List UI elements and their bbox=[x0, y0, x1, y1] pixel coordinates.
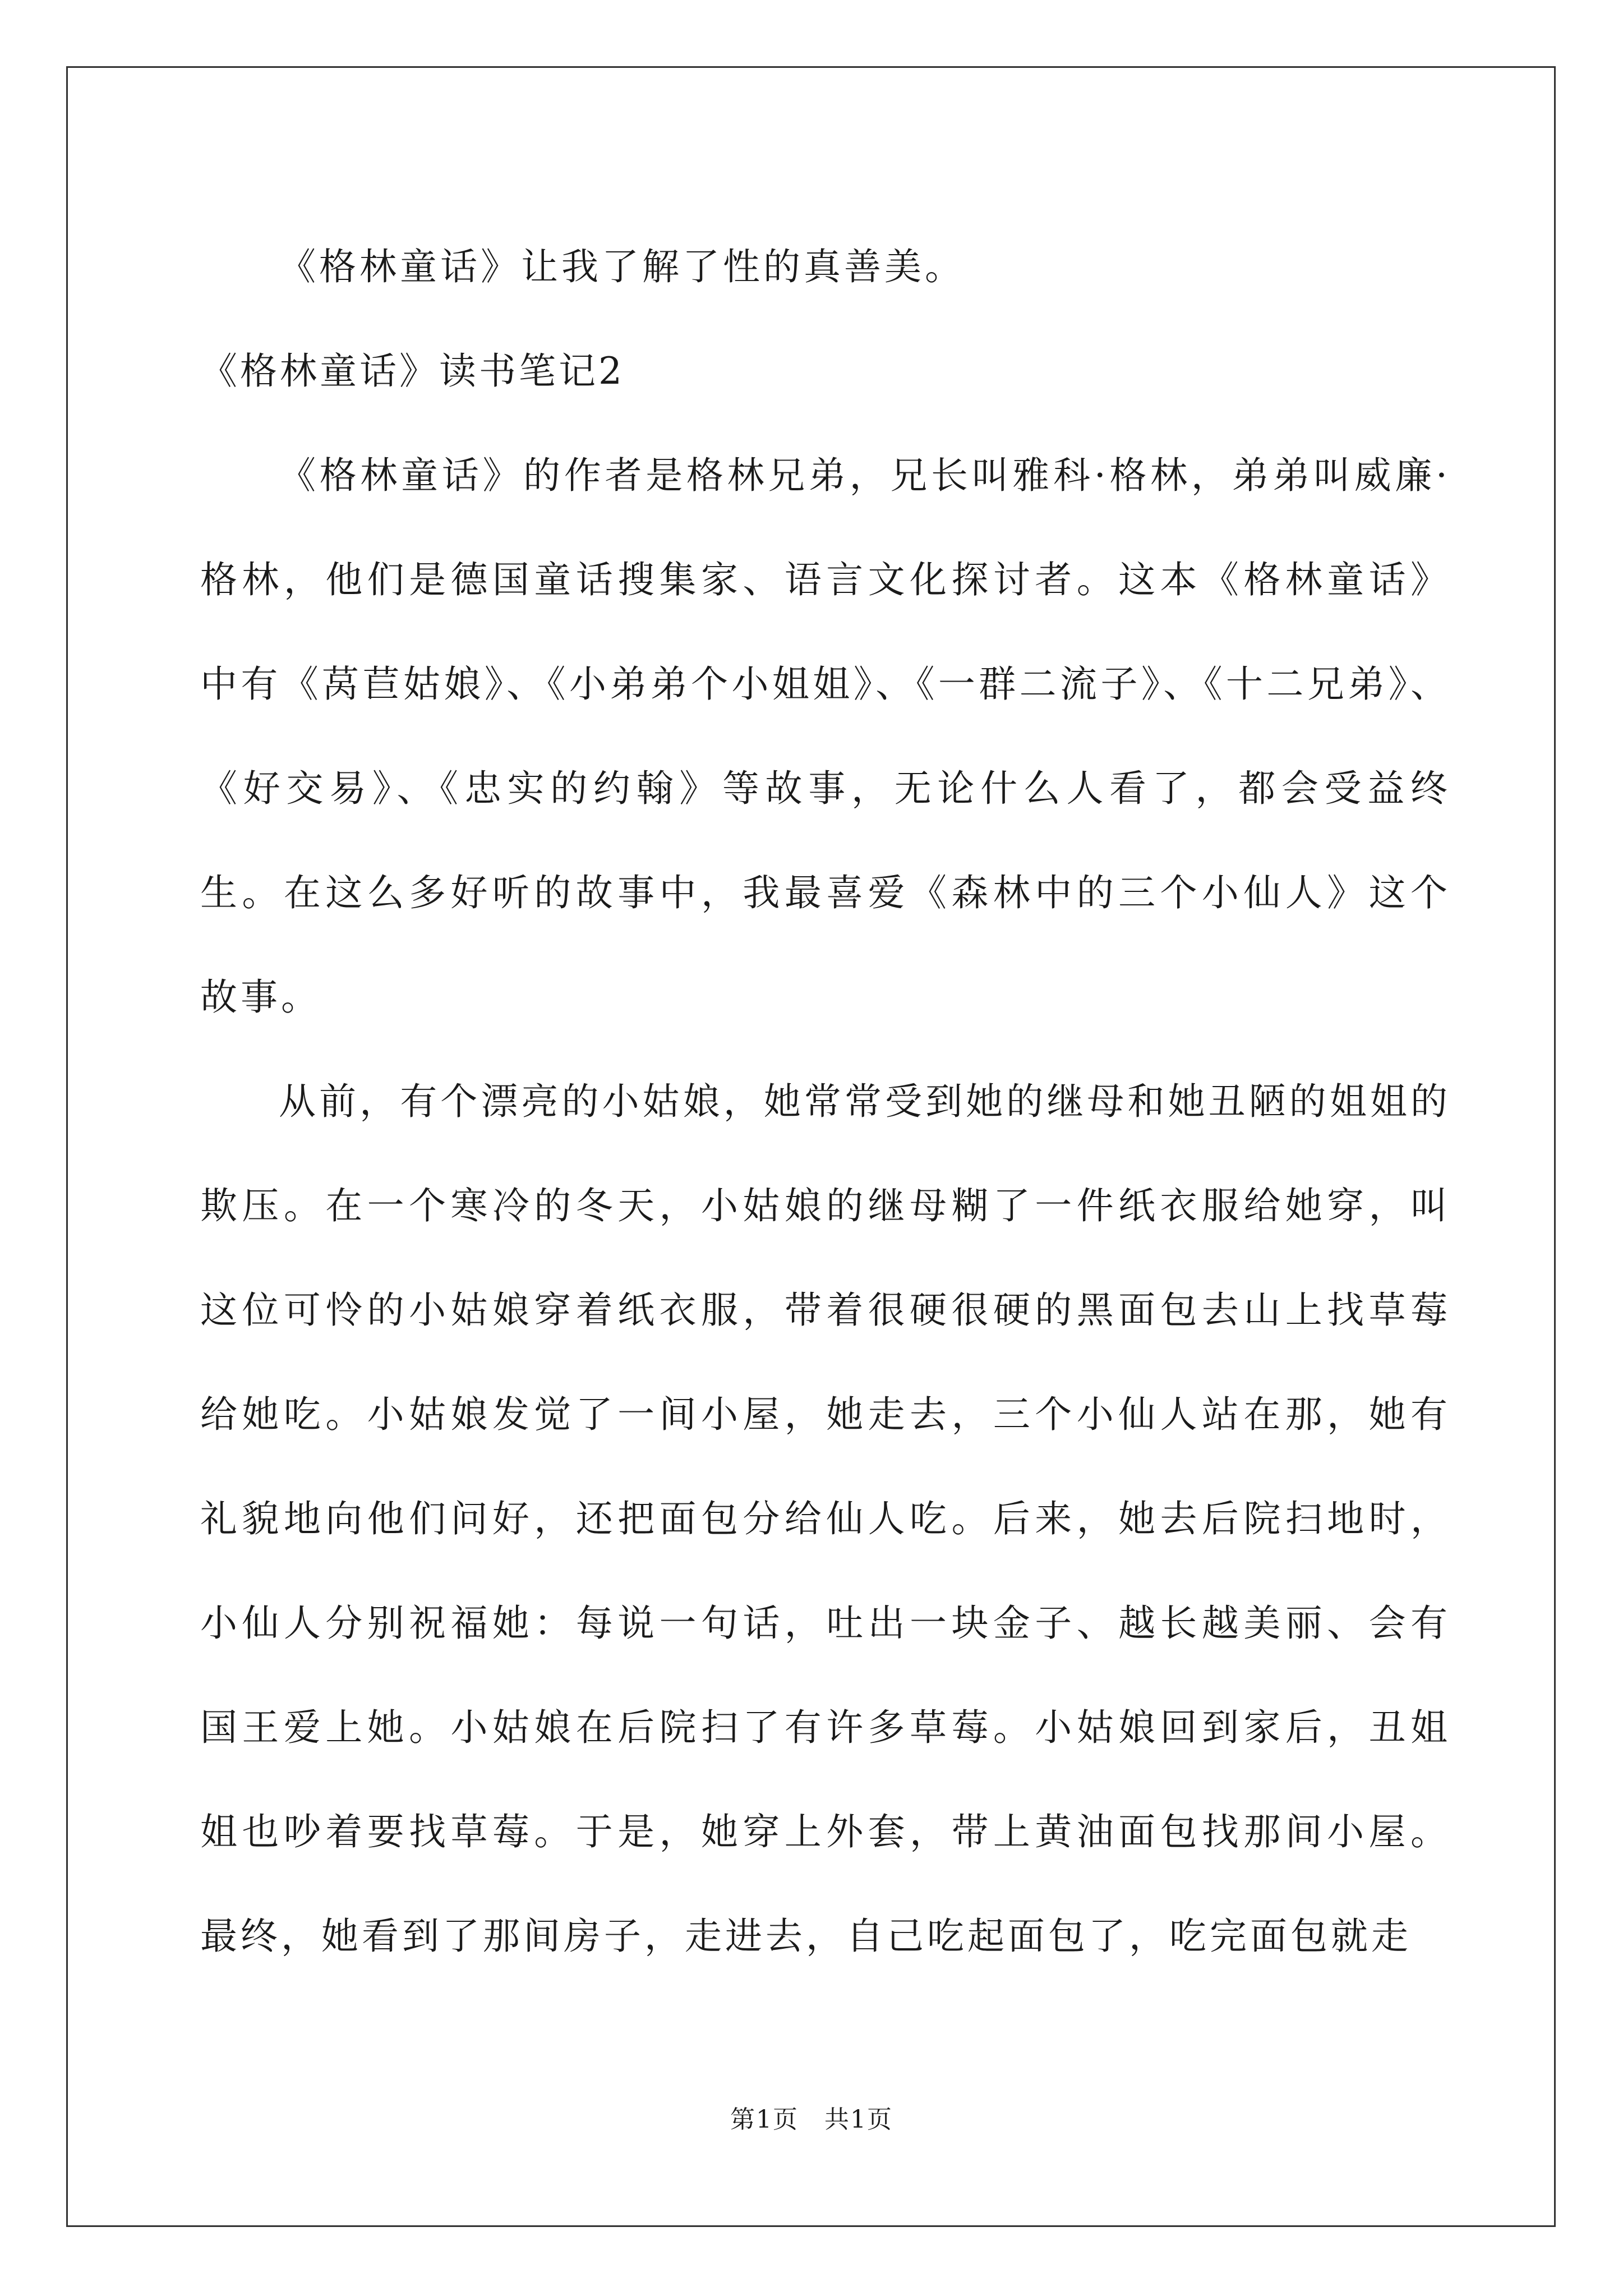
section-heading: 《格林童话》读书笔记2 bbox=[200, 349, 625, 393]
document-body bbox=[200, 215, 1451, 1989]
intro-line: 《格林童话》让我了解了性的真善美。 bbox=[279, 245, 965, 288]
paragraph-author-intro: 《格林童话》的作者是格林兄弟，兄长叫雅科·格林，弟弟叫威廉·格林，他们是德国童话搜集家、语言文化探讨者。这本《格林童话》中有《莴苣姑娘》、《小弟弟个小姐姐》、《一群二流子》、《十二兄弟》、《好交易》、《忠实的约翰》等故事，无论什么人看了，都会受益终生。在这么多好听的故事中，我最喜爱《森林中的三个小仙人》这个故事。 bbox=[200, 454, 1451, 1019]
paragraph-story-summary: 从前，有个漂亮的小姑娘，她常常受到她的继母和她丑陋的姐姐的欺压。在一个寒冷的冬天，小姑娘的继母糊了一件纸衣服给她穿，叫这位可怜的小姑娘穿着纸衣服，带着很硬很硬的黑面包去山上找草莓给她吃。小姑娘发觉了一间小屋，她走去，三个小仙人站在那，她有礼貌地向他们问好，还把面包分给仙人吃。后来，她去后院扫地时，小仙人分别祝福她：每说一句话，吐出一块金子、越长越美丽、会有国王爱上她。小姑娘在后院扫了有许多草莓。小姑娘回到家后，丑姐姐也吵着要找草莓。于是，她穿上外套，带上黄油面包找那间小屋。最终，她看到了那间房子，走进去，自己吃起面包了，吃完面包就走 bbox=[200, 1080, 1451, 1958]
page-number-footer: 第1页 共1页 bbox=[730, 2105, 893, 2134]
